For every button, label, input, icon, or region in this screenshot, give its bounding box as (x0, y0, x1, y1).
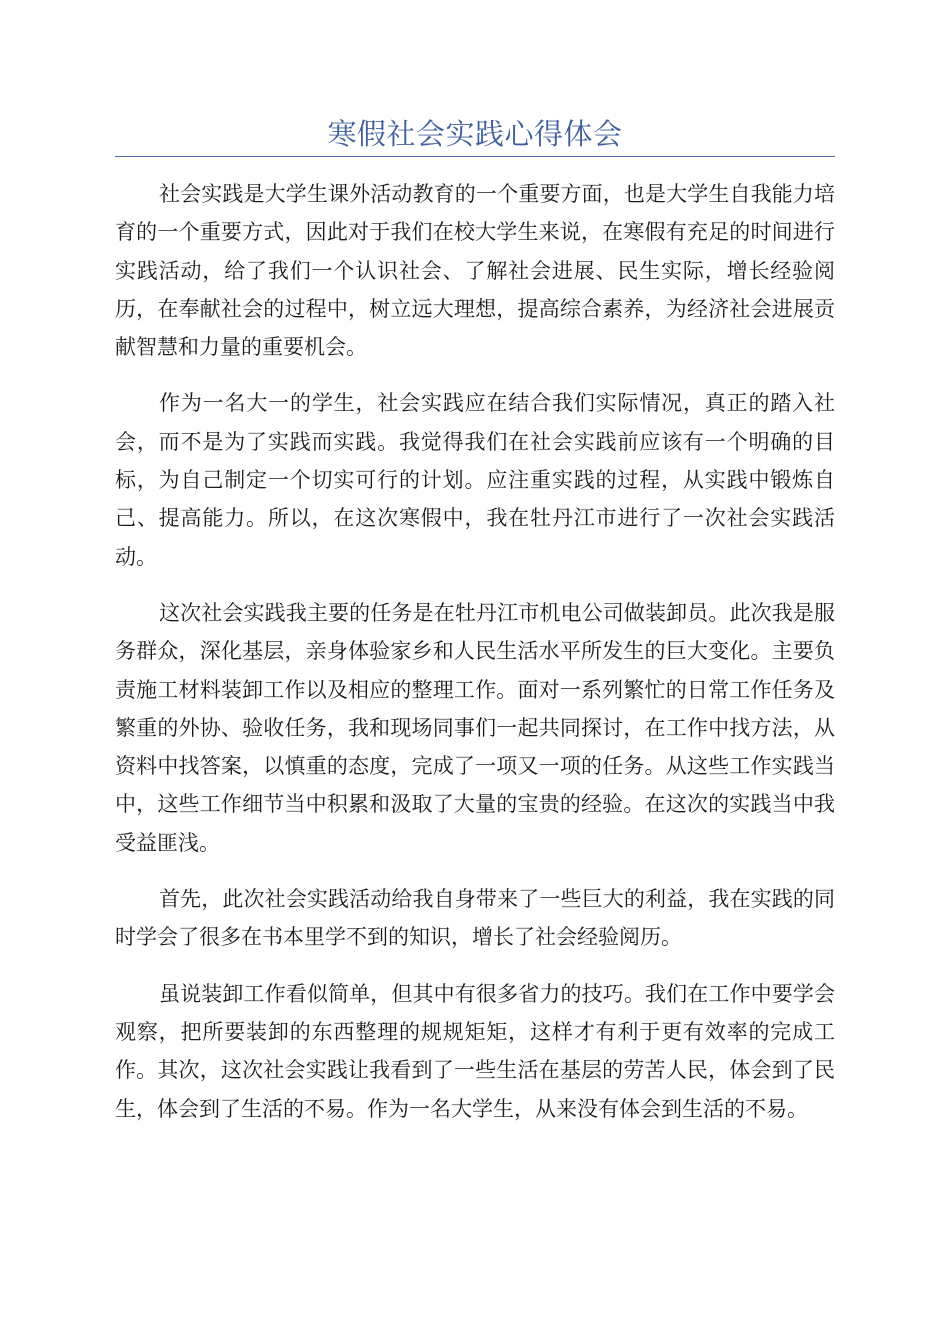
paragraph-5: 虽说装卸工作看似简单，但其中有很多省力的技巧。我们在工作中要学会观察，把所要装卸的东西整理的规规矩矩，这样才有利于更有效率的完成工作。其次，这次社会实践让我看到了一些生活在基层的劳苦人民，体会到了民生，体会到了生活的不易。作为一名大学生，从来没有体会到生活的不易。 (115, 981, 835, 1121)
paragraph-3: 这次社会实践我主要的任务是在牡丹江市机电公司做装卸员。此次我是服务群众，深化基层，亲身体验家乡和人民生活水平所发生的巨大变化。主要负责施工材料装卸工作以及相应的整理工作。面对一系列繁忙的日常工作任务及繁重的外协、验收任务，我和现场同事们一起共同探讨，在工作中找方法，从资料中找答案，以慎重的态度，完成了一项又一项的任务。从这些工作实践当中，这些工作细节当中积累和汲取了大量的宝贵的经验。在这次的实践当中我受益匪浅。 (115, 600, 835, 855)
page-title: 寒假社会实践心得体会 (327, 117, 623, 151)
paragraph-1: 社会实践是大学生课外活动教育的一个重要方面，也是大学生自我能力培育的一个重要方式，因此对于我们在校大学生来说，在寒假有充足的时间进行实践活动，给了我们一个认识社会、了解社会进展、民生实际，增长经验阅历，在奉献社会的过程中，树立远大理想，提高综合素养，为经济社会进展贡献智慧和力量的重要机会。 (115, 182, 835, 360)
paragraph-4: 首先，此次社会实践活动给我自身带来了一些巨大的利益，我在实践的同时学会了很多在书本里学不到的知识，增长了社会经验阅历。 (115, 887, 835, 950)
paragraph-2: 作为一名大一的学生，社会实践应在结合我们实际情况，真正的踏入社会，而不是为了实践而实践。我觉得我们在社会实践前应该有一个明确的目标，为自己制定一个切实可行的计划。应注重实践的过程，从实践中锻炼自己、提高能力。所以，在这次寒假中，我在牡丹江市进行了一次社会实践活动。 (115, 391, 835, 569)
title-block (115, 112, 835, 157)
document-body (115, 175, 835, 1146)
